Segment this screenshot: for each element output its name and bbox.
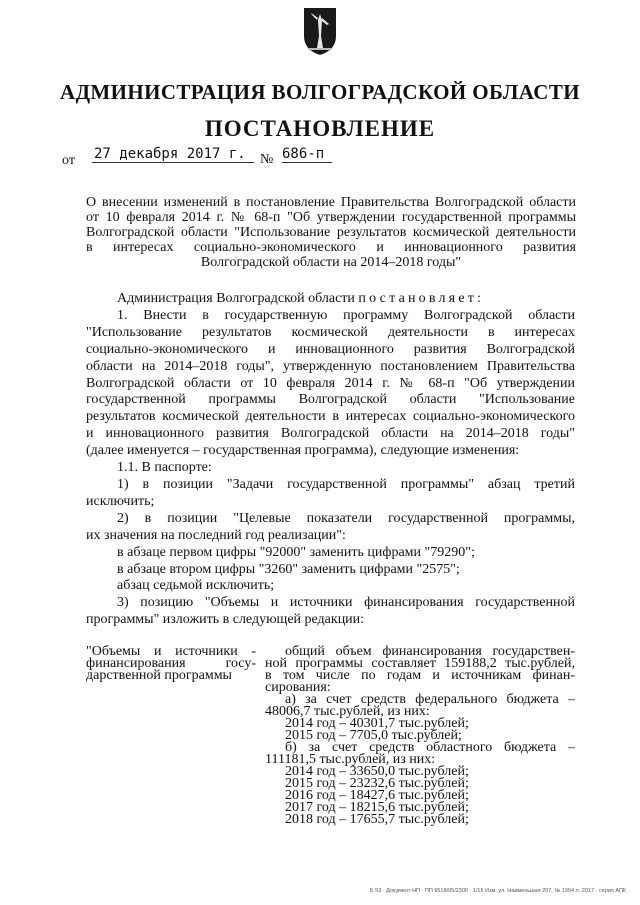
table-cell-line: ной программы составляет 159188,2 тыс.рублей, xyxy=(265,656,575,671)
body-line: в абзаце втором цифры "3260" заменить цифрами "2575"; xyxy=(117,561,460,577)
subject-line: Волгоградской области на 2014–2018 годы" xyxy=(200,255,462,270)
table-right-column xyxy=(265,646,575,826)
table-cell-line: 48006,7 тыс.рублей, из них: xyxy=(265,704,430,719)
body-line: абзац седьмой исключить; xyxy=(117,578,275,594)
table-cell-line: сирования: xyxy=(265,680,331,695)
body-line: в абзаце первом цифры "92000" заменить цифрами "79290"; xyxy=(117,544,475,560)
body-line: программы" изложить в следующей редакции: xyxy=(86,612,365,628)
body-line: Волгоградской области от 10 февраля 2014 г. № 68-п "Об утверждении xyxy=(86,375,575,391)
intro-paragraph xyxy=(86,291,575,308)
table-cell-line: 2018 год – 17655,7 тыс.рублей; xyxy=(285,812,469,827)
document-type-title: ПОСТАНОВЛЕНИЕ xyxy=(204,116,436,141)
table-cell-line: 2015 год – 7705,0 тыс.рублей; xyxy=(285,728,462,743)
table-cell-line: 111181,5 тыс.рублей, из них: xyxy=(265,752,436,767)
table-cell-line: 2014 год – 40301,7 тыс.рублей; xyxy=(285,716,469,731)
table-cell-line: а) за счет средств федерального бюджета – xyxy=(285,692,575,707)
table-cell-line: 2017 год – 18215,6 тыс.рублей; xyxy=(285,800,469,815)
intro-text: Администрация Волгоградской области xyxy=(117,291,355,306)
coat-of-arms-emblem xyxy=(302,6,338,56)
body-line: и инновационного развития Волгоградской области на 2014–2018 годы" xyxy=(86,426,575,442)
table-cell-line: "Объемы и источники - xyxy=(86,644,256,659)
body-line: исключить; xyxy=(86,493,155,509)
subject-line: в интересах социально-экономического и инновационного развития xyxy=(86,240,576,255)
document-number: 686-п xyxy=(282,146,332,163)
body-line: 1.1. В паспорте: xyxy=(117,460,212,476)
number-prefix: № xyxy=(260,152,274,167)
table-cell-line: в том числе по годам и источникам финан- xyxy=(265,668,575,683)
body-line: 1. Внести в государственную программу Волгоградской области xyxy=(117,307,575,323)
body-line: государственной программы Волгоградской области "Использование xyxy=(86,392,575,408)
subject-line: Волгоградской области "Использование результатов космической деятельности xyxy=(86,225,576,240)
date-prefix: от xyxy=(62,153,75,168)
organization-title: АДМИНИСТРАЦИЯ ВОЛГОГРАДСКОЙ ОБЛАСТИ xyxy=(60,80,580,104)
table-cell-line: дарственной программы xyxy=(86,668,232,683)
table-left-column xyxy=(86,646,256,682)
subject-line: О внесении изменений в постановление Правительства Волгоградской области xyxy=(86,195,576,210)
body-line: 3) позицию "Объемы и источники финансирования государственной xyxy=(117,595,575,611)
table-cell-line: 2016 год – 18427,6 тыс.рублей; xyxy=(285,788,469,803)
body-line: (далее именуется – государственная программа), следующие изменения: xyxy=(86,443,520,459)
table-cell-line: б) за счет средств областного бюджета – xyxy=(285,740,575,755)
print-footer: Б 53 · Документ НП · ПП 9518/05/2300 · 1/15 Изм. ул. Наименьшая 207, № 1994 л. 2017 · серия АПК xyxy=(370,888,627,894)
table-cell-line: общий объем финансирования государствен- xyxy=(285,644,575,659)
body-line: их значения на последний год реализации": xyxy=(86,527,346,543)
date-number-line xyxy=(62,146,362,168)
table-cell-line: 2014 год – 33650,0 тыс.рублей; xyxy=(285,764,469,779)
body-line: области на 2014–2018 годы", утвержденную постановлением Правительства xyxy=(86,358,575,374)
document-body xyxy=(86,291,575,629)
subject-line: от 10 февраля 2014 г. № 68-п "Об утверждении государственной программы xyxy=(86,210,576,225)
resolution-word: постановляет: xyxy=(358,291,485,306)
document-date: 27 декабря 2017 г. xyxy=(92,146,254,163)
body-line: социально-экономического и инновационного развития Волгоградской xyxy=(86,341,575,357)
body-line: 2) в позиции "Целевые показатели государственной программы, xyxy=(117,510,575,526)
table-cell-line: финансирования госу- xyxy=(86,656,256,671)
body-line: 1) в позиции "Задачи государственной программы" абзац третий xyxy=(117,476,575,492)
document-subject xyxy=(86,195,576,270)
body-line: "Использование результатов космической деятельности в интересах xyxy=(86,324,575,340)
body-line: результатов космической деятельности в интересах социально-экономического xyxy=(86,409,575,425)
table-cell-line: 2015 год – 23232,6 тыс.рублей; xyxy=(285,776,469,791)
